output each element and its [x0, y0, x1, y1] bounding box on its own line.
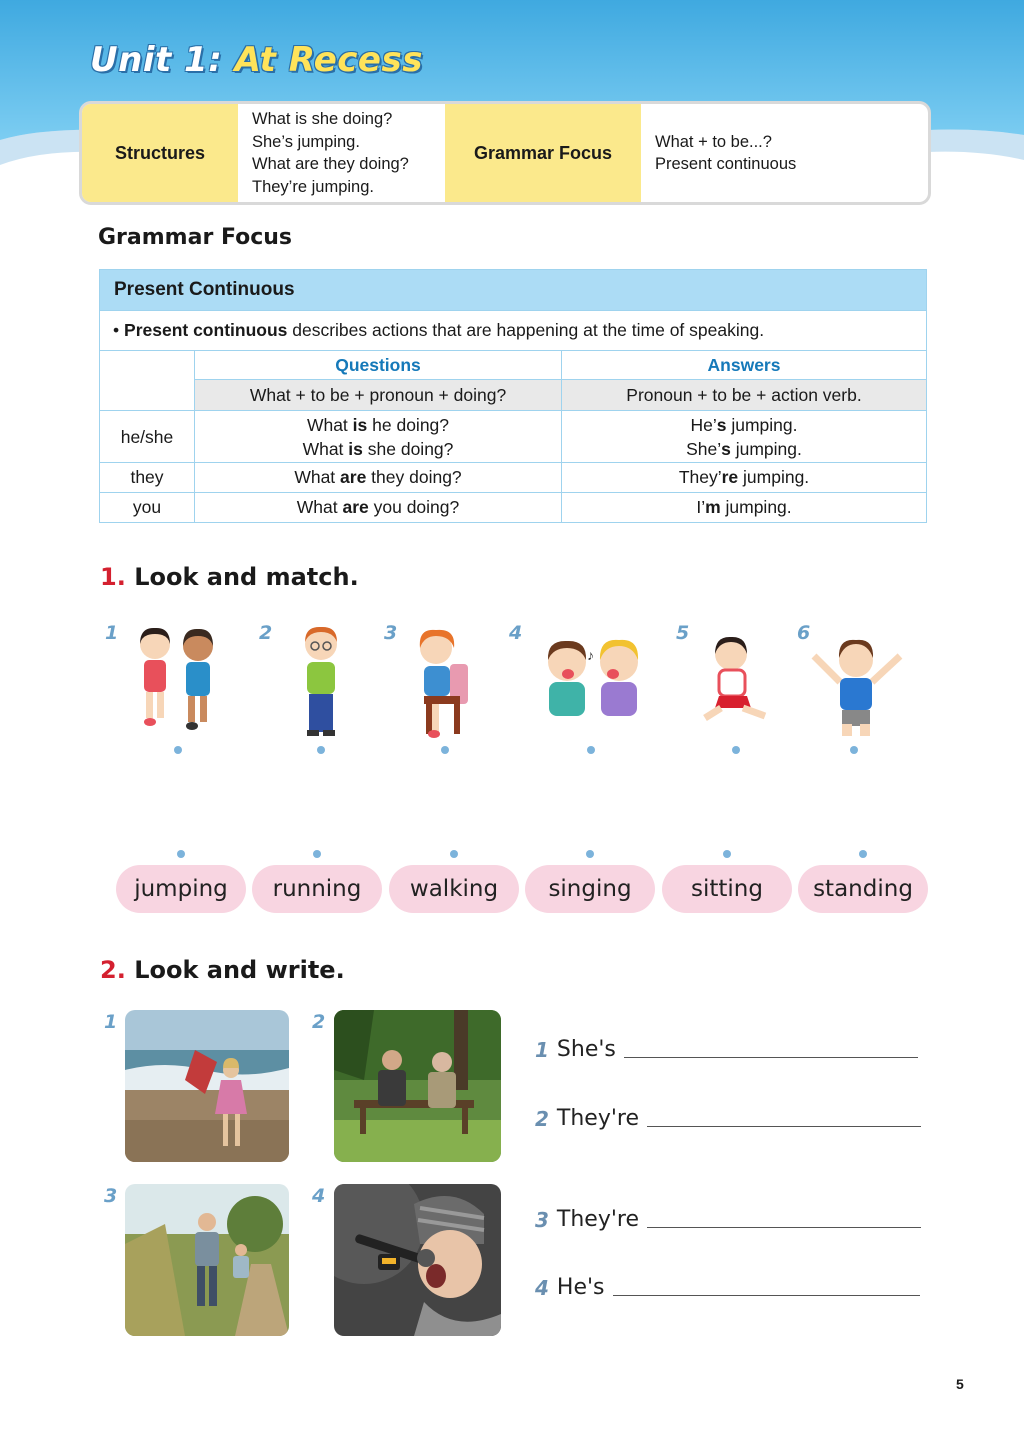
word-sitting: sitting: [662, 865, 792, 913]
boy-jumping-illustration: [806, 632, 908, 742]
question-cell: What are you doing?: [195, 493, 562, 523]
photo-men-sitting-on-bench: [334, 1010, 501, 1162]
write-sentence-3: 3 They're: [535, 1207, 921, 1232]
photo-number: 2: [312, 1011, 326, 1033]
grammar-focus-label: Grammar Focus: [445, 104, 641, 202]
grammar-focus-text: [641, 104, 925, 202]
two-kids-singing-illustration: [535, 632, 653, 732]
answers-header: Answers: [562, 351, 927, 380]
questions-header: Questions: [195, 351, 562, 380]
grammar-focus-heading: Grammar Focus: [98, 225, 293, 250]
table-description: • Present continuous describes actions that are happening at the time of speaking.: [100, 311, 927, 351]
word-match-dot[interactable]: [313, 850, 321, 858]
questions-pattern: What + to be + pronoun + doing?: [195, 380, 562, 411]
answers-pattern: Pronoun + to be + action verb.: [562, 380, 927, 411]
svg-text:♪: ♪: [587, 647, 594, 663]
exercise-2-heading: 2. Look and write.: [100, 956, 345, 984]
blank-cell: [100, 351, 195, 411]
grammar-table: [99, 269, 927, 523]
structures-box: [79, 101, 931, 205]
structure-line: She’s jumping.: [252, 132, 360, 151]
structure-line: What is she doing?: [252, 110, 393, 128]
subject-cell: he/she: [100, 411, 195, 463]
photo-boys-running-on-path: [125, 1184, 289, 1336]
photo-boy-singing: [334, 1184, 501, 1336]
boy-standing-illustration: [295, 622, 347, 742]
word-singing: singing: [525, 865, 655, 913]
word-match-dot[interactable]: [177, 850, 185, 858]
unit-name: At Recess: [234, 40, 423, 80]
two-girls-walking-illustration: [128, 622, 228, 740]
exercise-1-heading: 1. Look and match.: [100, 563, 359, 591]
page-number: 5: [956, 1376, 964, 1392]
picture-number: 5: [676, 622, 690, 644]
unit-prefix: Unit 1:: [90, 40, 223, 80]
question-cell: What are they doing?: [195, 463, 562, 493]
write-sentence-4: 4 He's: [535, 1275, 920, 1300]
picture-number: 4: [509, 622, 523, 644]
table-row: [100, 463, 927, 493]
structures-label: Structures: [82, 104, 238, 202]
answer-blank[interactable]: [647, 1226, 921, 1228]
structure-line: They’re jumping.: [252, 177, 374, 196]
word-match-dot[interactable]: [859, 850, 867, 858]
picture-match-dot[interactable]: [587, 746, 595, 754]
photo-number: 1: [104, 1011, 118, 1033]
word-match-dot[interactable]: [450, 850, 458, 858]
picture-match-dot[interactable]: [850, 746, 858, 754]
grammar-line: What + to be...?: [655, 132, 772, 151]
girl-running-illustration: [695, 632, 777, 726]
word-jumping: jumping: [116, 865, 246, 913]
word-match-dot[interactable]: [723, 850, 731, 858]
picture-match-dot[interactable]: [441, 746, 449, 754]
table-title: Present Continuous: [100, 270, 927, 311]
word-walking: walking: [389, 865, 519, 913]
word-running: running: [252, 865, 382, 913]
table-row: [100, 493, 927, 523]
answer-blank[interactable]: [624, 1056, 918, 1058]
picture-number: 1: [105, 622, 119, 644]
answer-cell: They’re jumping.: [562, 463, 927, 493]
structure-line: What are they doing?: [252, 155, 409, 173]
answer-blank[interactable]: [647, 1125, 921, 1127]
picture-match-dot[interactable]: [174, 746, 182, 754]
photo-girl-walking-on-beach: [125, 1010, 289, 1162]
word-standing: standing: [798, 865, 928, 913]
subject-cell: they: [100, 463, 195, 493]
picture-match-dot[interactable]: [732, 746, 740, 754]
table-row: [100, 411, 927, 463]
photo-number: 4: [312, 1185, 326, 1207]
write-sentence-1: 1 She's: [535, 1037, 918, 1062]
girl-sitting-illustration: [410, 622, 472, 742]
answer-blank[interactable]: [613, 1294, 920, 1296]
grammar-line: Present continuous: [655, 155, 797, 173]
answer-cell: He’s jumping. She’s jumping.: [562, 411, 927, 463]
word-match-dot[interactable]: [586, 850, 594, 858]
write-sentence-2: 2 They're: [535, 1106, 921, 1131]
question-cell: What is he doing? What is she doing?: [195, 411, 562, 463]
photo-number: 3: [104, 1185, 118, 1207]
picture-number: 6: [797, 622, 811, 644]
structures-text: [238, 104, 445, 202]
picture-number: 3: [384, 622, 398, 644]
answer-cell: I’m jumping.: [562, 493, 927, 523]
picture-match-dot[interactable]: [317, 746, 325, 754]
unit-title: [90, 40, 423, 80]
subject-cell: you: [100, 493, 195, 523]
picture-number: 2: [259, 622, 273, 644]
